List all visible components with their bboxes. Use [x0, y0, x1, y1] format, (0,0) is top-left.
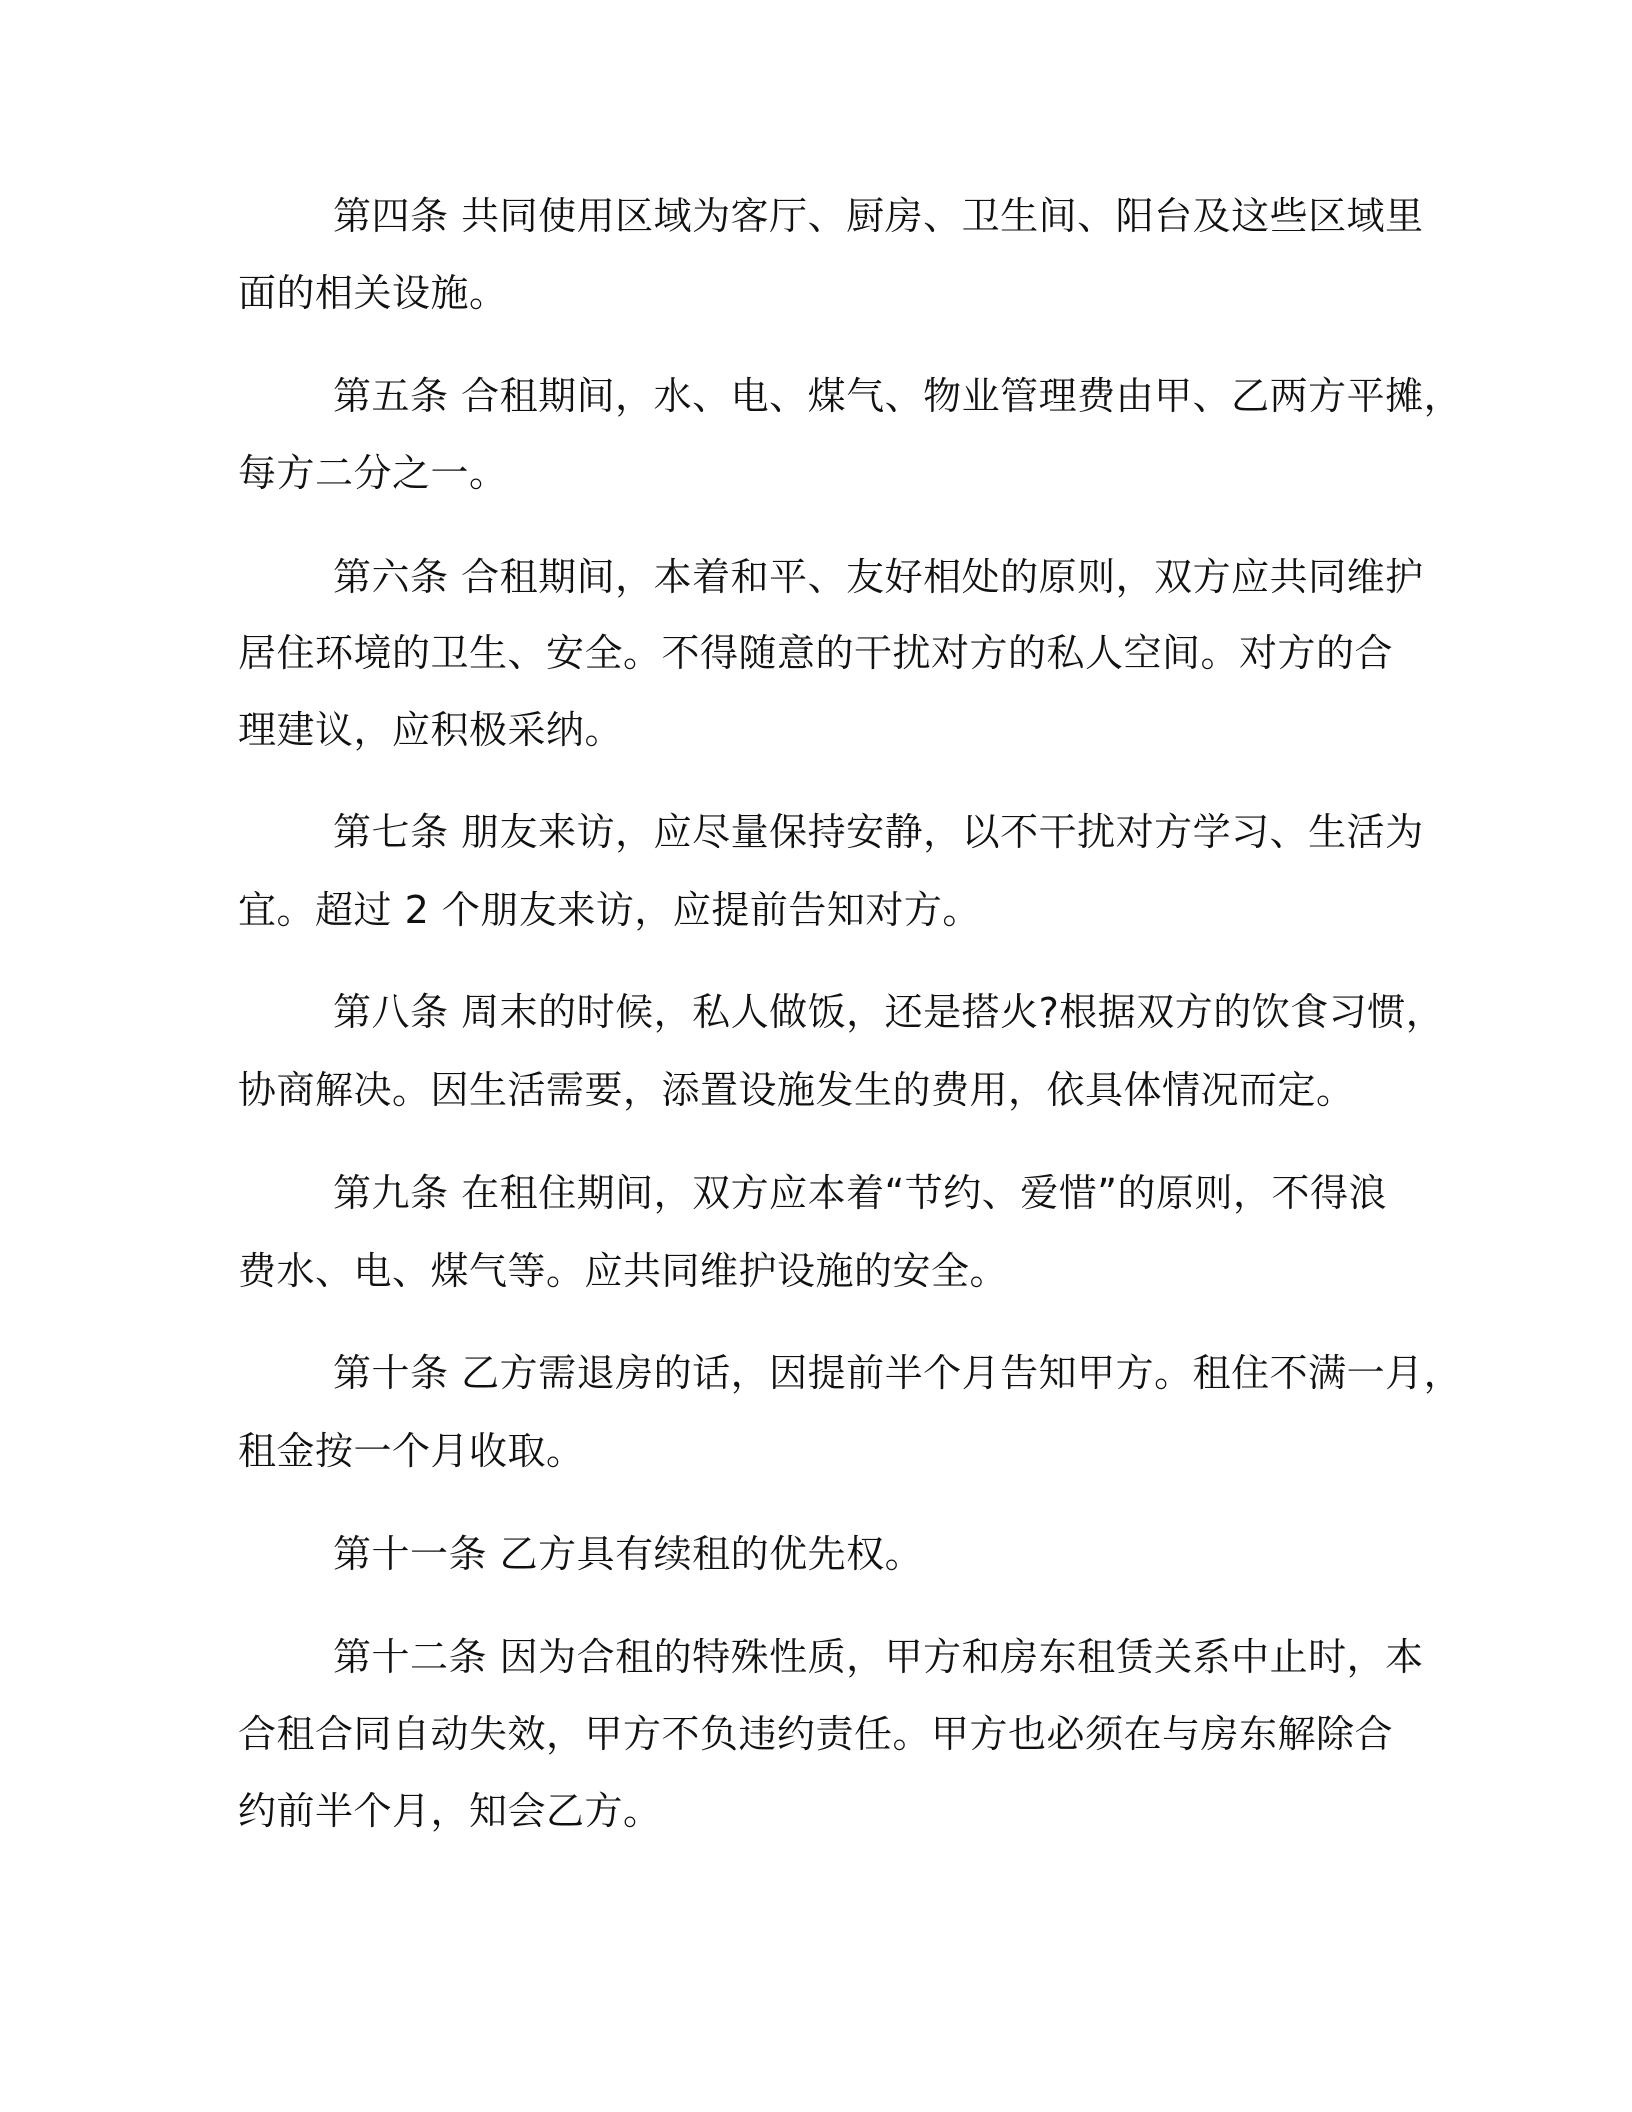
article-7-line-1: 第七条 朋友来访，应尽量保持安静，以不干扰对方学习、生活为	[333, 810, 1424, 854]
article-5-line-2: 每方二分之一。	[238, 451, 508, 495]
article-8-line-2: 协商解决。因生活需要，添置设施发生的费用，依具体情况而定。	[238, 1068, 1355, 1112]
article-6-line-1: 第六条 合租期间，本着和平、友好相处的原则，双方应共同维护	[333, 555, 1424, 599]
article-9-line-1: 第九条 在租住期间，双方应本着“节约、爱惜”的原则，不得浪	[333, 1171, 1387, 1215]
article-4-line-1: 第四条 共同使用区域为客厅、厨房、卫生间、阳台及这些区域里	[333, 194, 1424, 238]
article-12-line-1: 第十二条 因为合租的特殊性质，甲方和房东租赁关系中止时，本	[333, 1635, 1424, 1679]
article-11-line-1: 第十一条 乙方具有续租的优先权。	[333, 1532, 924, 1576]
article-12-line-2: 合租合同自动失效，甲方不负违约责任。甲方也必须在与房东解除合	[238, 1712, 1394, 1756]
article-6-line-2: 居住环境的卫生、安全。不得随意的干扰对方的私人空间。对方的合	[238, 631, 1394, 675]
article-4-line-2: 面的相关设施。	[238, 271, 508, 315]
article-5-line-1: 第五条 合租期间，水、电、煤气、物业管理费由甲、乙两方平摊，	[333, 374, 1463, 418]
article-6-line-3: 理建议，应积极采纳。	[238, 708, 624, 752]
article-9-line-2: 费水、电、煤气等。应共同维护设施的安全。	[238, 1249, 1009, 1293]
article-10-line-1: 第十条 乙方需退房的话，因提前半个月告知甲方。租住不满一月，	[333, 1351, 1463, 1395]
article-8-line-1: 第八条 周末的时候，私人做饭，还是搭火?根据双方的饮食习惯，	[333, 990, 1445, 1034]
article-10-line-2: 租金按一个月收取。	[238, 1429, 585, 1473]
article-12-line-3: 约前半个月，知会乙方。	[238, 1789, 662, 1833]
article-7-line-2: 宜。超过 2 个朋友来访，应提前告知对方。	[238, 888, 981, 932]
